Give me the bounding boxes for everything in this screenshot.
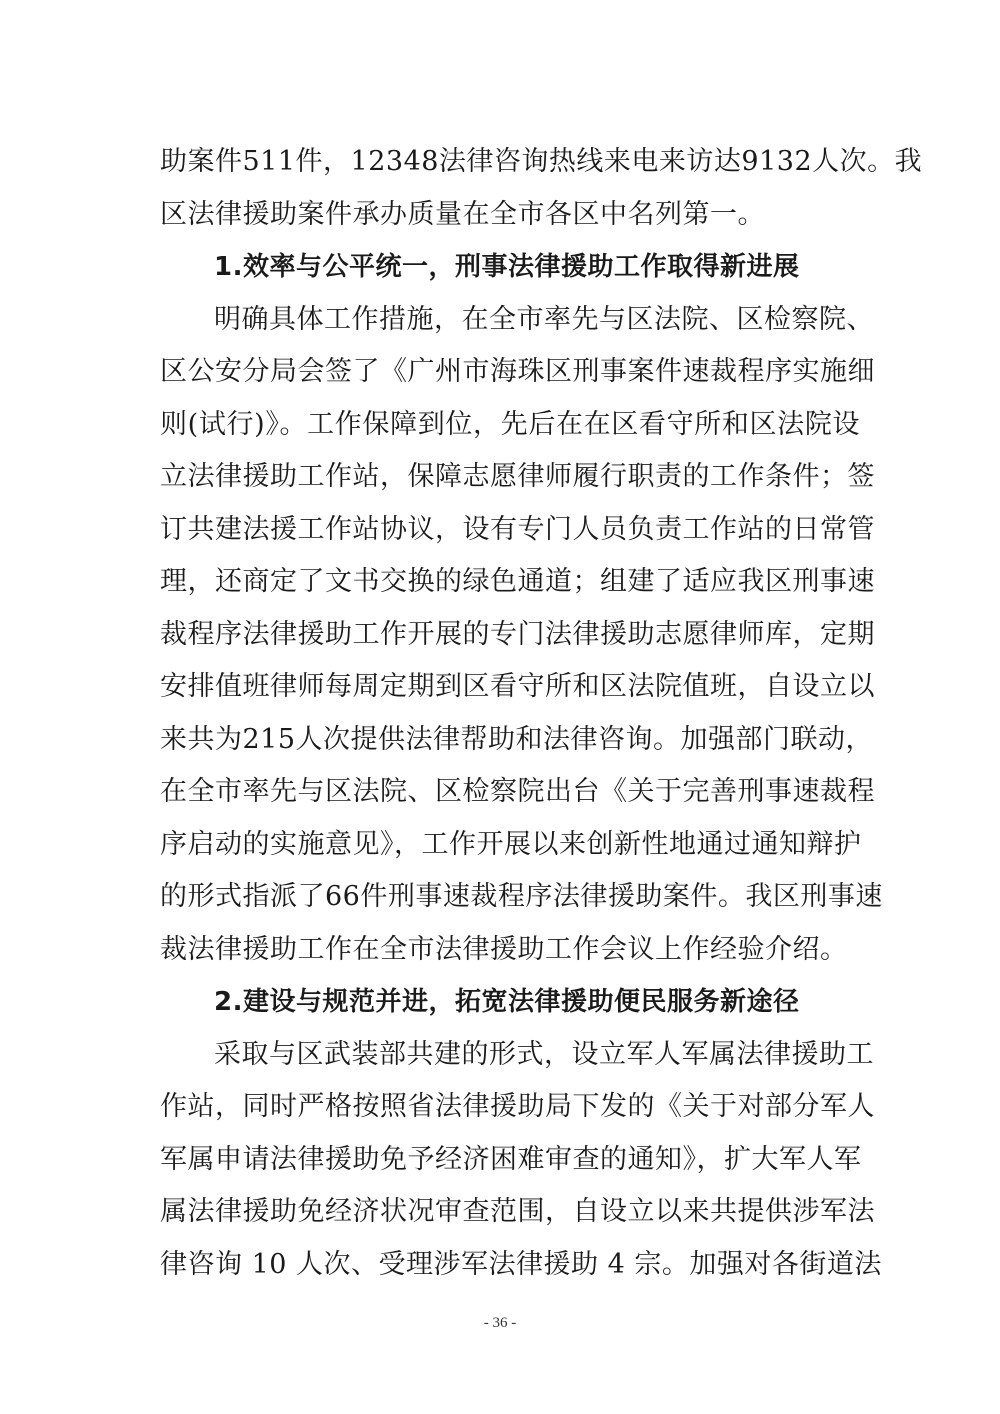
body-line: 裁程序法律援助工作开展的专门法律援助志愿律师库，定期 (160, 618, 875, 650)
body-line: 立法律援助工作站，保障志愿律师履行职责的工作条件；签 (160, 461, 875, 492)
body-line: 军属申请法律援助免予经济困难审查的通知》，扩大军人军 (160, 1143, 862, 1175)
section-heading: 2.建设与规范并进，拓宽法律援助便民服务新途径 (214, 987, 800, 1017)
body-line: 明确具体工作措施，在全市率先与区法院、区检察院、 (214, 303, 874, 335)
body-line: 助案件511件，12348法律咨询热线来电来访达9132人次。我 (160, 146, 923, 177)
body-line: 作站，同时严格按照省法律援助局下发的《关于对部分军人 (160, 1091, 875, 1122)
body-line: 采取与区武装部共建的形式，设立军人军属法律援助工 (214, 1038, 874, 1070)
body-line: 订共建法援工作站协议，设有专门人员负责工作站的日常管 (160, 513, 875, 545)
body-line: 在全市率先与区法院、区检察院出台《关于完善刑事速裁程 (160, 776, 875, 807)
body-line: 来共为215人次提供法律帮助和法律咨询。加强部门联动， (160, 723, 874, 755)
body-line: 理，还商定了文书交换的绿色通道；组建了适应我区刑事速 (160, 566, 875, 597)
document-body (160, 136, 923, 1291)
body-line: 的形式指派了66件刑事速裁程序法律援助案件。我区刑事速 (160, 881, 883, 912)
page-number: - 36 - (483, 1315, 517, 1331)
body-line: 安排值班律师每周定期到区看守所和区法院值班，自设立以 (160, 671, 875, 702)
body-line: 属法律援助免经济状况审查范围，自设立以来共提供涉军法 (160, 1196, 875, 1227)
body-line: 则(试行)》。工作保障到位，先后在在区看守所和区法院设 (160, 408, 860, 440)
section-heading: 1.效率与公平统一，刑事法律援助工作取得新进展 (214, 252, 800, 282)
body-line: 律咨询 10 人次、受理涉军法律援助 4 宗。加强对各街道法 (160, 1248, 882, 1280)
body-line: 裁法律援助工作在全市法律援助工作会议上作经验介绍。 (160, 933, 848, 965)
body-line: 序启动的实施意见》，工作开展以来创新性地通过通知辩护 (160, 828, 862, 860)
body-line: 区公安分局会签了《广州市海珠区刑事案件速裁程序实施细 (160, 356, 875, 387)
body-line: 区法律援助案件承办质量在全市各区中名列第一。 (160, 198, 765, 230)
